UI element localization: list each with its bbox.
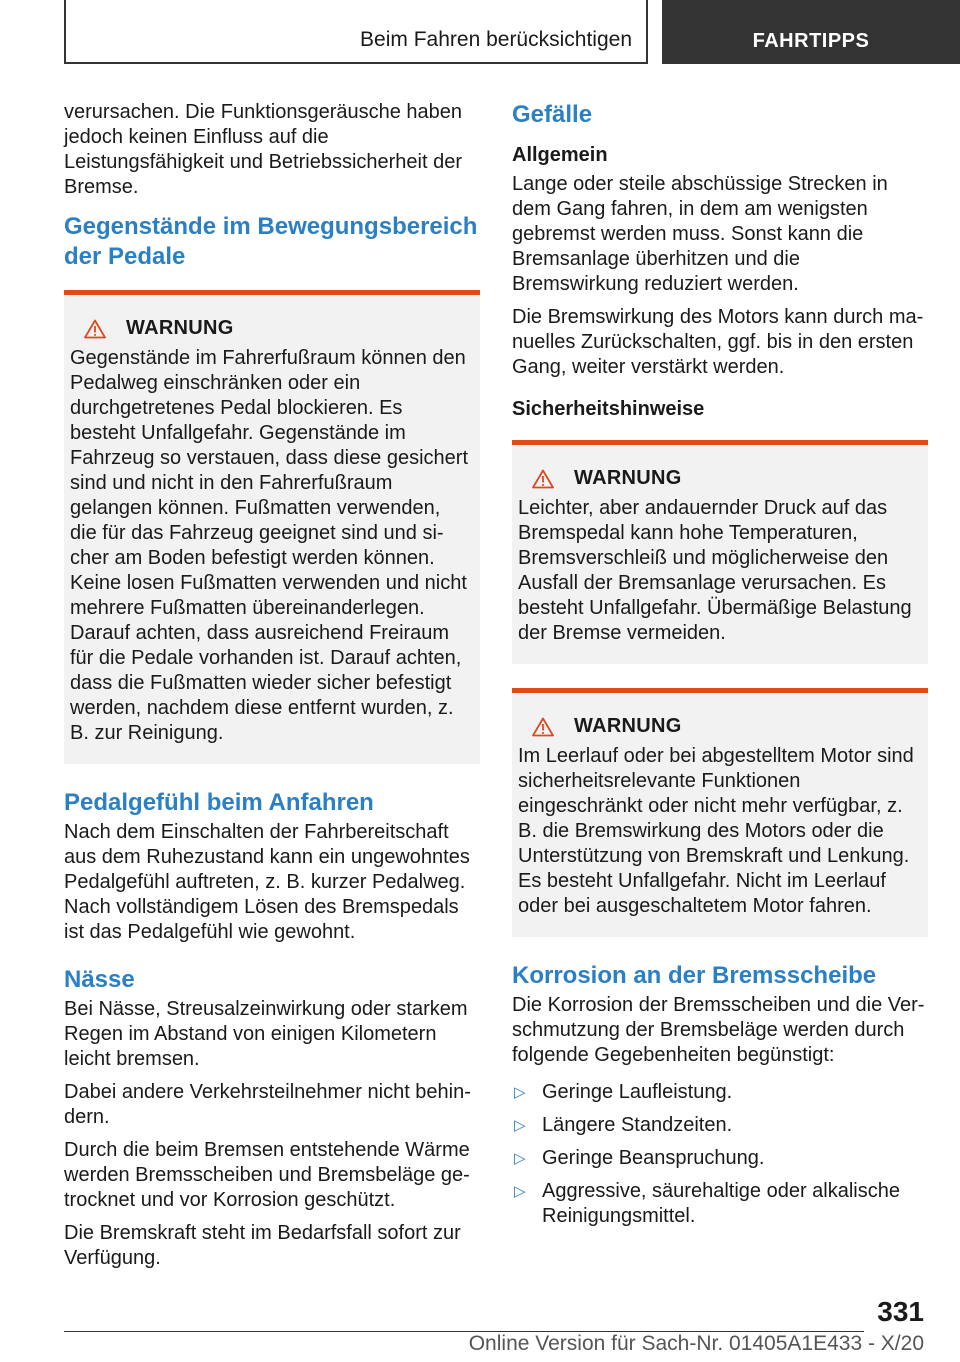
paragraph-naesse-1: Bei Nässe, Streusalzeinwirkung oder starkem Regen im Abstand von einigen Kilometern leicht bremsen.: [64, 998, 468, 1070]
triangle-right-bullet-icon: ▷: [514, 1117, 526, 1134]
triangle-right-bullet-icon: ▷: [514, 1150, 526, 1167]
header-chapter-tab[interactable]: FAHRTIPPS: [662, 0, 960, 64]
heading-naesse: Nässe: [64, 966, 135, 993]
paragraph-naesse-2: Dabei andere Verkehrsteilnehmer nicht behindern.: [64, 1081, 471, 1128]
heading-gefaelle: Gefälle: [512, 101, 593, 128]
header-section-title: Beim Fahren berücksichtigen: [360, 28, 632, 51]
warning-triangle-icon: [532, 717, 554, 737]
warning-title: WARNUNG: [574, 715, 682, 737]
warning-title: WARNUNG: [126, 317, 234, 339]
warning-title: WARNUNG: [574, 467, 682, 489]
right-column: [512, 100, 928, 1237]
list-item: ▷ Aggressive, säurehaltige oder alkalische Reinigungsmittel.: [514, 1180, 900, 1227]
left-column: [64, 100, 480, 1279]
warning-box-leerlauf: [512, 688, 928, 937]
subheading-allgemein: Allgemein: [512, 144, 608, 166]
paragraph-allgemein-2: Die Bremswirkung des Motors kann durch manuelles Zurückschalten, ggf. bis in den ersten Gang, weiter verstärkt werden.: [512, 306, 924, 378]
footer-online-version[interactable]: Online Version für Sach-Nr. 01405A1E433 - X/20: [468, 1332, 924, 1355]
subheading-sicherheitshinweise: Sicherheitshinweise: [512, 398, 705, 420]
heading-korrosion: Korrosion an der Bremsscheibe: [512, 962, 877, 989]
warning-text: Gegenstände im Fahrerfußraum können den Pedalweg einschränken oder ein durchgetretenes Pedal blockieren. Es besteht Unfallgefahr. Gegenstände im Fahrzeug so verstauen, dass diese gesichert sind und nicht in den Fahrerfußraum gelangen können. Fußmatten verwenden, die für das Fahrzeug geeignet sind und sicher am Boden befestigt werden können. Keine losen Fußmatten verwenden und nicht mehrere Fußmatten übereinanderlegen. Darauf achten, dass ausreichend Freiraum für die Pedale vorhanden ist. Darauf achten, dass die Fußmatten wieder sicher befestigt werden, nachdem diese entfernt wurden, z. B. zur Reinigung.: [70, 347, 468, 744]
warning-text: Im Leerlauf oder bei abgestelltem Motor sind sicherheitsrelevante Funktionen eingeschränkt oder nicht mehr verfügbar, z. B. die Bremswirkung des Motors oder die Unterstützung von Bremskraft und Lenkung. Es besteht Unfallgefahr. Nicht im Leerlauf oder bei ausgeschaltetem Motor fahren.: [518, 745, 914, 917]
paragraph-korrosion: Die Korrosion der Bremsscheiben und die Verschmutzung der Bremsbeläge werden durch folgende Gegebenheiten begünstigt:: [512, 994, 925, 1066]
heading-pedalgefuehl: Pedalgefühl beim Anfahren: [64, 789, 374, 816]
paragraph-allgemein-1: Lange oder steile abschüssige Strecken in dem Gang fahren, in dem am wenigsten gebremst werden muss. Sonst kann die Bremsanlage überhitzen und die Bremswirkung reduziert werden.: [512, 173, 888, 295]
paragraph-naesse-3: Durch die beim Bremsen entstehende Wärme werden Bremsscheiben und Bremsbeläge getrocknet und vor Korrosion geschützt.: [64, 1139, 470, 1211]
warning-box-pedale: [64, 290, 480, 764]
triangle-right-bullet-icon: ▷: [514, 1183, 526, 1200]
intro-paragraph: verursachen. Die Funktionsgeräusche haben jedoch keinen Einfluss auf die Leistungsfähigkeit und Betriebssicherheit der Bremse.: [64, 101, 463, 198]
paragraph-pedalgefuehl: Nach dem Einschalten der Fahrbereitschaft aus dem Ruhezustand kann ein ungewohntes Pedalgefühl auftreten, z. B. kurzer Pedalweg. Nach vollständigem Lösen des Bremspedals ist das Pedalgefühl wie gewohnt.: [64, 821, 470, 943]
heading-pedale: Gegenstände im Bewegungsbereich der Pedale: [64, 213, 478, 270]
warning-title-row: [518, 715, 918, 738]
warning-text: Leichter, aber andauernder Druck auf das Bremspedal kann hohe Temperaturen, Bremsverschleiß und möglicherweise den Ausfall der Bremsanlage verursachen. Es besteht Unfallgefahr. Übermäßige Belastung der Bremse vermeiden.: [518, 497, 912, 644]
warning-triangle-icon: [532, 469, 554, 489]
page-number: 331: [877, 1296, 924, 1327]
warning-title-row: [518, 467, 918, 490]
list-item: ▷ Geringe Laufleistung.: [514, 1081, 733, 1103]
korrosion-list: [512, 1080, 928, 1229]
list-item: ▷ Längere Standzeiten.: [514, 1114, 733, 1136]
list-item: ▷ Geringe Beanspruchung.: [514, 1147, 765, 1169]
paragraph-naesse-4: Die Bremskraft steht im Bedarfsfall sofort zur Verfügung.: [64, 1222, 461, 1269]
header-section-box: [64, 0, 648, 64]
warning-triangle-icon: [84, 319, 106, 339]
warning-box-bremsdruck: [512, 440, 928, 664]
triangle-right-bullet-icon: ▷: [514, 1084, 526, 1101]
warning-title-row: [70, 317, 470, 340]
